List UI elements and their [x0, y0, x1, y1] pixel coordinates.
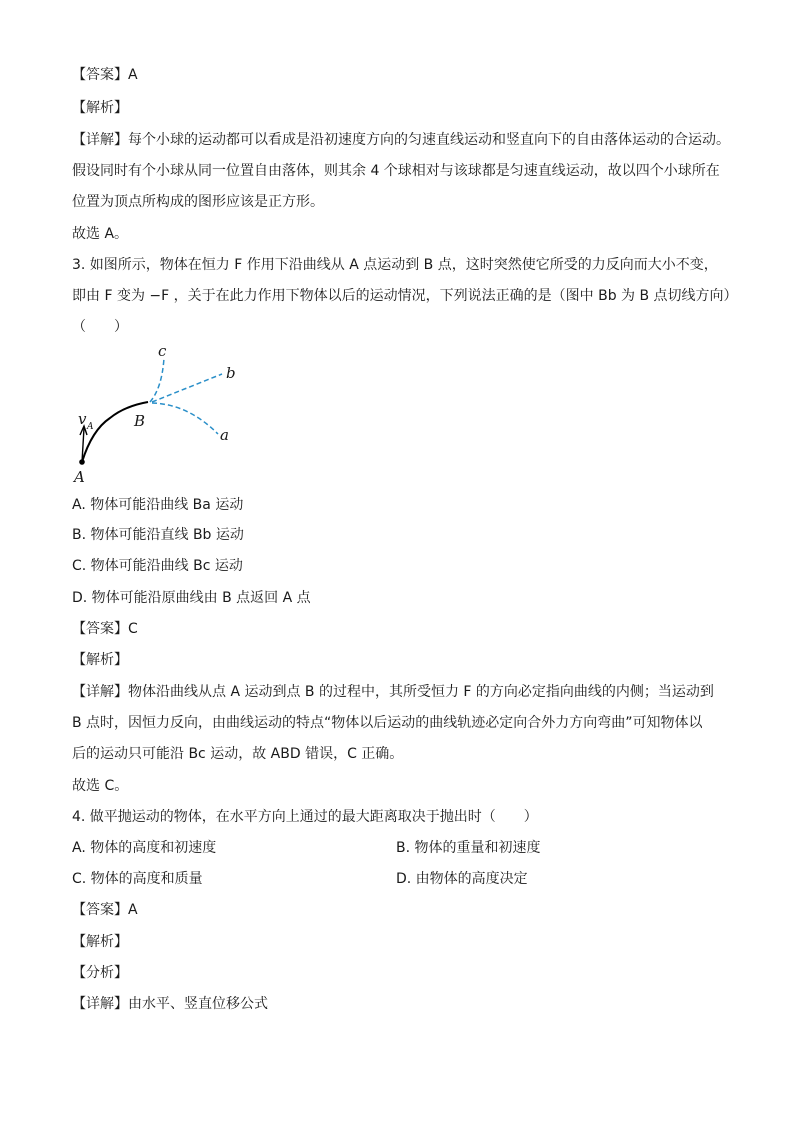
q4-fenxi: 【分析】: [72, 965, 128, 981]
q4-detail-1: 【详解】由水平、竖直位移公式: [72, 996, 268, 1012]
q4-option-a: A. 物体的高度和初速度: [72, 840, 217, 856]
q3-option-b: B. 物体可能沿直线 Bb 运动: [72, 527, 244, 543]
solid-curve-AB: [82, 402, 148, 462]
motion-figure: [70, 340, 250, 486]
q3-detail-2: B 点时，因恒力反向，由曲线运动的特点“物体以后运动的曲线轨迹必定向合外力方向弯曲”可知物体以: [72, 715, 703, 731]
dashed-curve-Bc: [150, 358, 164, 402]
q2-analysis: 【解析】: [72, 100, 128, 116]
q4-option-b: B. 物体的重量和初速度: [396, 840, 541, 856]
label-A: A: [74, 468, 85, 486]
q3-answer: 【答案】C: [72, 621, 138, 637]
q4-answer: 【答案】A: [72, 902, 138, 918]
q4-analysis: 【解析】: [72, 934, 128, 950]
q3-conclusion: 故选 C。: [72, 778, 129, 794]
q3-stem-1: 3. 如图所示，物体在恒力 F 作用下沿曲线从 A 点运动到 B 点，这时突然使它所受的力反向而大小不变，: [72, 257, 718, 273]
label-a: a: [220, 426, 229, 444]
q2-detail-1: 【详解】每个小球的运动都可以看成是沿初速度方向的匀速直线运动和竖直向下的自由落体运动的合运动。: [72, 132, 730, 148]
q3-stem-2: 即由 F 变为 −F ，关于在此力作用下物体以后的运动情况，下列说法正确的是（图中 Bb 为 B 点切线方向）: [72, 288, 738, 304]
q3-option-c: C. 物体可能沿曲线 Bc 运动: [72, 558, 243, 574]
q3-option-a: A. 物体可能沿曲线 Ba 运动: [72, 497, 244, 513]
label-v: v: [78, 410, 87, 428]
dashed-line-Bb: [152, 374, 222, 402]
label-c: c: [158, 342, 167, 360]
label-v-sub: A: [87, 422, 94, 432]
q3-detail-3: 后的运动只可能沿 Bc 运动，故 ABD 错误，C 正确。: [72, 746, 404, 762]
label-B: B: [134, 412, 146, 430]
q3-option-d: D. 物体可能沿原曲线由 B 点返回 A 点: [72, 590, 311, 606]
q2-detail-2: 假设同时有个小球从同一位置自由落体，则其余 4 个球相对与该球都是匀速直线运动，故以四个小球所在: [72, 163, 720, 179]
q2-answer: 【答案】A: [72, 67, 138, 83]
q4-stem: 4. 做平抛运动的物体，在水平方向上通过的最大距离取决于抛出时（ ）: [72, 809, 538, 825]
q3-detail-1: 【详解】物体沿曲线从点 A 运动到点 B 的过程中，其所受恒力 F 的方向必定指向曲线的内侧；当运动到: [72, 684, 714, 700]
q4-option-d: D. 由物体的高度决定: [396, 871, 528, 887]
dashed-curve-Ba: [152, 403, 218, 434]
q3-stem-3: （ ）: [72, 319, 128, 335]
q4-option-c: C. 物体的高度和质量: [72, 871, 203, 887]
q2-detail-3: 位置为顶点所构成的图形应该是正方形。: [72, 194, 324, 210]
q2-conclusion: 故选 A。: [72, 226, 129, 242]
label-b: b: [226, 364, 236, 382]
q3-analysis: 【解析】: [72, 652, 128, 668]
